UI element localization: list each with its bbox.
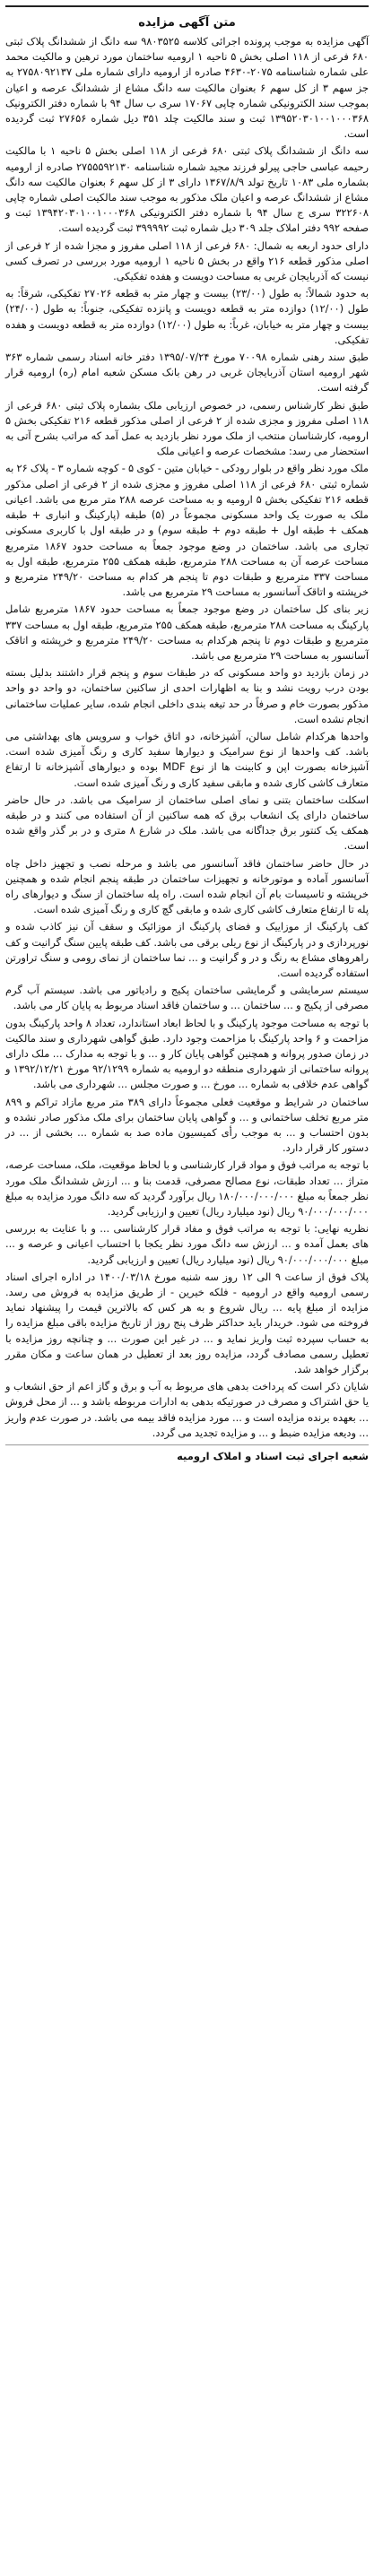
notice-paragraph: به حدود شمالاً: به طول (۲۳/۰۰) بیست و چهار متر به قطعه ۲۷۰۲۶ تفکیکی، شرقاً: به طول (۱۲/۰۰) دوازده متر به قطعه دویست و پانزده تفکیکی، جنوباً: به طول (۲۴/۰۰) بیست و چهار متر به خیابان، غرباً: به طول (۱۲/۰۰) دوازده متر به قطعه دویست و هفده تفکیکی. [5, 287, 369, 346]
notice-body [5, 34, 369, 1441]
notice-paragraph: کف پارکینگ از موزاییک و فضای پارکینگ از موزائیک و سقف آن نیز کاذب شده و نورپردازی و در پارکینگ از نوع ریلی برقی می باشد. کف طبقه پایین سنگ گرانیت و کف راهروهای مشاع به رنگ و در و گرانیت و ... نما ساختمان از نمای رومی و سنگ تراورتن استفاده گردیده است. [5, 920, 369, 979]
notice-paragraph: با توجه به مساحت موجود پارکینگ و با لحاظ ابعاد استاندارد، تعداد ۸ واحد پارکینگ بدون مزاحمت و ۶ واحد پارکینگ با مزاحمت وجود دارد. طبق گواهی شهرداری و سند مالکیت در زمان صدور پروانه و همچنین گواهی پایان کار و ... و با توجه به مدارک ... ملک دارای پروانه ساختمانی از شهرداری منطقه دو ارومیه به شماره ۹۲/۱۲۹۹ مورخ ۱۳۹۲/۱۲/۲۱ و گواهی عدم خلافی به شماره ... مورخ ... و صورت مجلس ... شهرداری می باشد. [5, 1016, 370, 1091]
notice-paragraph: دارای حدود اربعه به شمال: ۶۸۰ فرعی از ۱۱۸ اصلی مفروز و مجزا شده از ۲ فرعی از اصلی مذکور قطعه ۲۱۶ واقع در بخش ۵ ناحیه ۱ ارومیه مورد بررسی در تصرف کسی نیست که آذربایجان غربی به مساحت دویست و هفده تفکیکی. [5, 239, 369, 283]
notice-paragraph: ملک مورد نظر واقع در بلوار رودکی - خیابان متین - کوی ۵ - کوچه شماره ۳ - پلاک ۲۶ به شماره ثبتی ۶۸۰ فرعی از ۱۱۸ اصلی مفروز و مجزی شده از ۲ فرعی از اصلی مذکور قطعه ۲۱۶ تفکیکی بخش ۵ ارومیه و به مساحت عرصه ۲۸۸ متر مربع می باشد. اعیانی ملک به صورت یک واحد مسکونی مجموعاً در (۵) طبقه (پارکینگ و انباری + طبقه همکف + طبقه اول + طبقه دوم + طبقه سوم) و در طبقه اول با کاربری مسکونی تجاری می باشد. ساختمان در وضع موجود جمعاً به مساحت حدود ۱۸۶۷ مترمربع مساحت عرصه آن به مساحت ۲۸۸ مترمربع، طبقه همکف ۲۵۵ مترمربع، طبقه اول به مساحت ۳۳۷ مترمربع و طبقات دوم تا پنجم هر کدام به مساحت ۲۴۹/۲۰ مترمربع و خرپشته و اتاقک آسانسور به مساحت ۲۹ مترمربع می باشد. [5, 462, 370, 599]
notice-paragraph: طبق نظر کارشناس رسمی، در خصوص ارزیابی ملک بشماره پلاک ثبتی ۶۸۰ فرعی از ۱۱۸ اصلی مفروز و مجزی شده از ۲ فرعی از اصلی مذکور قطعه ۲۱۶ تفکیکی بخش ۵ ارومیه، کارشناسان منتخب از ملک مورد نظر بازدید به عمل آمد که مراتب بشرح آتی به استحضار می رسد: مشخصات عرصه و اعیانی ملک [5, 398, 369, 458]
notice-paragraph: نظریه نهایی: با توجه به مراتب فوق و مفاد قرار کارشناسی ... و با عنایت به بررسی های بعمل آمده و ... ارزش سه دانگ مورد نظر یکجا با احتساب اعیانی و عرصه و ... مبلغ ۹۰/۰۰۰/۰۰۰/۰۰۰ ریال (نود میلیارد ریال) تعیین و ارزیابی گردید. [5, 1222, 369, 1266]
divider [5, 1444, 369, 1445]
notice-title: متن آگهی مزایده [138, 16, 236, 30]
notice-paragraph: شایان ذکر است که پرداخت بدهی های مربوط به آب و برق و گاز اعم از حق انشعاب و یا حق اشتراک و مصرف در صورتیکه بدهی به ادارات مربوطه باشد و ... از محل فروش ... بعهده برنده مزایده است و ... مورد مزایده فاقد بیمه می باشد. در صورت عدم واریز ... ودیعه مزایده ضبط و ... و مزایده تجدید می گردد. [5, 1380, 369, 1439]
notice-paragraph: در حال حاضر ساختمان فاقد آسانسور می باشد و مرحله نصب و تجهیز داخل چاه آسانسور آماده و موتورخانه و تجهیزات ساختمان در طبقه پنجم انجام شده و همچنین خرپشته و تاسیسات بام آن انجام شده است. راه پله ساختمان از سنگ و دیوارهای راه پله تا ارتفاع متعارف کاشی کاری شده و مابقی گچ کاری و رنگ آمیزی شده است. [5, 856, 369, 916]
notice-paragraph: ساختمان در شرایط و موقعیت فعلی مجموعاً دارای ۳۸۹ متر مربع مازاد تراکم و ۸۹۹ متر مربع تخلف ساختمانی و ... و گواهی پایان ساختمان برای ملک مذکور صادر نشده و بدون احتساب و ... به موجب رأی کمیسیون ماده صد به شماره ... بخشی از ... در دستور کار قرار دارد. [5, 1095, 369, 1155]
notice-paragraph: سیستم سرمایشی و گرمایشی ساختمان پکیج و رادیاتور می باشد. سیستم آب گرم مصرفی از پکیج و ... ساختمان ... و ساختمان فاقد اسناد مربوط به پایان کار می باشد. [5, 984, 369, 1012]
notice-paragraph: در زمان بازدید دو واحد مسکونی که در طبقات سوم و پنجم قرار داشتند بدلیل بسته بودن درب رویت نشد و بنا به اظهارات احدی از ساکنین ساختمان، دو واحد دو واحد مذکور بصورت خام و صرفاً در حد تیغه بندی داخلی انجام شده، سایر عملیات ساختمانی انجام نشده است. [5, 666, 369, 725]
notice-paragraph: پلاک فوق از ساعت ۹ الی ۱۲ روز سه شنبه مورخ ۱۴۰۰/۰۳/۱۸ در اداره اجرای اسناد رسمی ارومیه واقع در ارومیه - فلکه خیرین - از طریق مزایده به فروش می رسد. مزایده از مبلغ پایه ... ریال شروع و به هر کس که بالاترین قیمت را پیشنهاد نماید فروخته می شود. خریدار باید حداکثر ظرف پنج روز از تاریخ مزایده باقی مبلغ مزایده را به حساب سپرده ثبت واریز نماید و ... در غیر این صورت ... و چنانچه روز مزایده با تعطیل رسمی مصادف گردد، مزایده روز بعد از تعطیل در همان ساعت و مکان مقرر برگزار خواهد شد. [5, 1270, 370, 1376]
notice-paragraph: واحدها هرکدام شامل سالن، آشپزخانه، دو اتاق خواب و سرویس های بهداشتی می باشد. کف واحدها از نوع سرامیک و دیوارها سفید کاری و رنگ آمیزی شده است. آشپزخانه بصورت اپن و کابینت ها از نوع MDF بوده و دیوارهای آشپزخانه تا ارتفاع متعارف کاشی کاری شده و مابقی سفید کاری و رنگ آمیزی شده است. [5, 729, 370, 789]
notice-paragraph: با توجه به مراتب فوق و مواد قرار کارشناسی و با لحاظ موقعیت، ملک، مساحت عرصه، متراژ ... تعداد طبقات، نوع مصالح مصرفی، قدمت بنا و ... ارزش ششدانگ ملک مورد نظر جمعاً به مبلغ ۱۸۰/۰۰۰/۰۰۰/۰۰۰ ریال برآورد گردید که سه دانگ مورد مزایده به مبلغ ۹۰/۰۰۰/۰۰۰/۰۰۰ ریال (نود میلیارد ریال) تعیین و ارزیابی گردید. [5, 1158, 369, 1219]
notice-paragraph: طبق سند رهنی شماره ۷۰۰۹۸ مورخ ۱۳۹۵/۰۷/۲۴ دفتر خانه اسناد رسمی شماره ۳۶۳ شهر ارومیه استان آذربایجان غربی در رهن بانک مسکن شعبه امام (ره) ارومیه قرار گرفته است. [5, 351, 369, 395]
top-divider [5, 5, 369, 13]
notice-paragraph: آگهی مزایده به موجب پرونده اجرائی کلاسه ۹۸۰۳۵۲۵ سه دانگ از ششدانگ پلاک ثبتی ۶۸۰ فرعی از ۱۱۸ اصلی بخش ۵ ناحیه ۱ ارومیه ساختمان مورد ترهین و مالکیت محمد علی شماره شناسنامه ۲۰۷۵-۴۶۳۰ صادره از ارومیه دارای شماره ملی ۲۷۵۸۰۹۲۱۳۷ به جز سهم ۳ از کل سهم ۶ بعنوان مالکیت سه دانگ مشاع از ششدانگ عرصه و اعیان بموجب سند الکترونیکی شماره چاپی ۱۷۰۶۷ سری ب سال ۹۴ با شماره دفتر الکترونیک ۱۳۹۵۲۰۳۰۱۰۰۱۰۰۰۳۶۸ ثبت و سند مالکیت چلد ۳۵۱ دیل شماره ۲۷۶۵۶ ثبت گردیده است. [5, 35, 370, 141]
notice-paragraph: سه دانگ از ششدانگ پلاک ثبتی ۶۸۰ فرعی از ۱۱۸ اصلی بخش ۵ ناحیه ۱ با مالکیت رحیمه عباسی حاجی پیرلو فرزند مجید شماره شناسنامه ۲۷۵۵۵۹۲۱۳۰ صادره از ارومیه بشماره ملی ۱۰۸۳ تاریخ تولد ۱۳۶۷/۸/۹ دارای ۳ از کل سهم ۶ بعنوان مالکیت سه دانگ مشاع از ششدانگ عرصه و اعیان ملک مذکور به موجب سند مالکیت اصلی شماره چاپی ۳۲۲۶۰۸ سری ج سال ۹۴ با شماره دفتر الکترونیکی ۱۳۹۴۲۰۳۰۱۰۰۱۰۰۰۳۶۸ ثبت و صفحه ۹۹۲ دفتر املاک جلد ۳۰۹ دیل شماره ثبت ۳۹۹۹۹۲ ثبت گردیده است. [5, 144, 370, 235]
notice-paragraph: زیر بنای کل ساختمان در وضع موجود جمعاً به مساحت حدود ۱۸۶۷ مترمربع شامل پارکینگ به مساحت ۲۸۸ مترمربع، طبقه همکف ۲۵۵ مترمربع، طبقه اول به مساحت ۳۳۷ مترمربع و طبقات دوم تا پنجم هرکدام به مساحت ۲۴۹/۲۰ مترمربع و خرپشته و اتاقک آسانسور به مساحت ۲۹ مترمربع می باشد. [5, 603, 369, 662]
notice-signature: شعبه اجرای ثبت اسناد و املاک ارومیه [177, 1450, 369, 1463]
notice-paragraph: اسکلت ساختمان بتنی و نمای اصلی ساختمان از سرامیک می باشد. در حال حاضر ساختمان دارای یک انشعاب برق که همه ساکنین از آن استفاده می کنند و در طبقه همکف یک کنتور برق جداگانه می باشد. ملک در شارع ۸ متری و در بر گذر واقع شده است. [5, 793, 369, 853]
